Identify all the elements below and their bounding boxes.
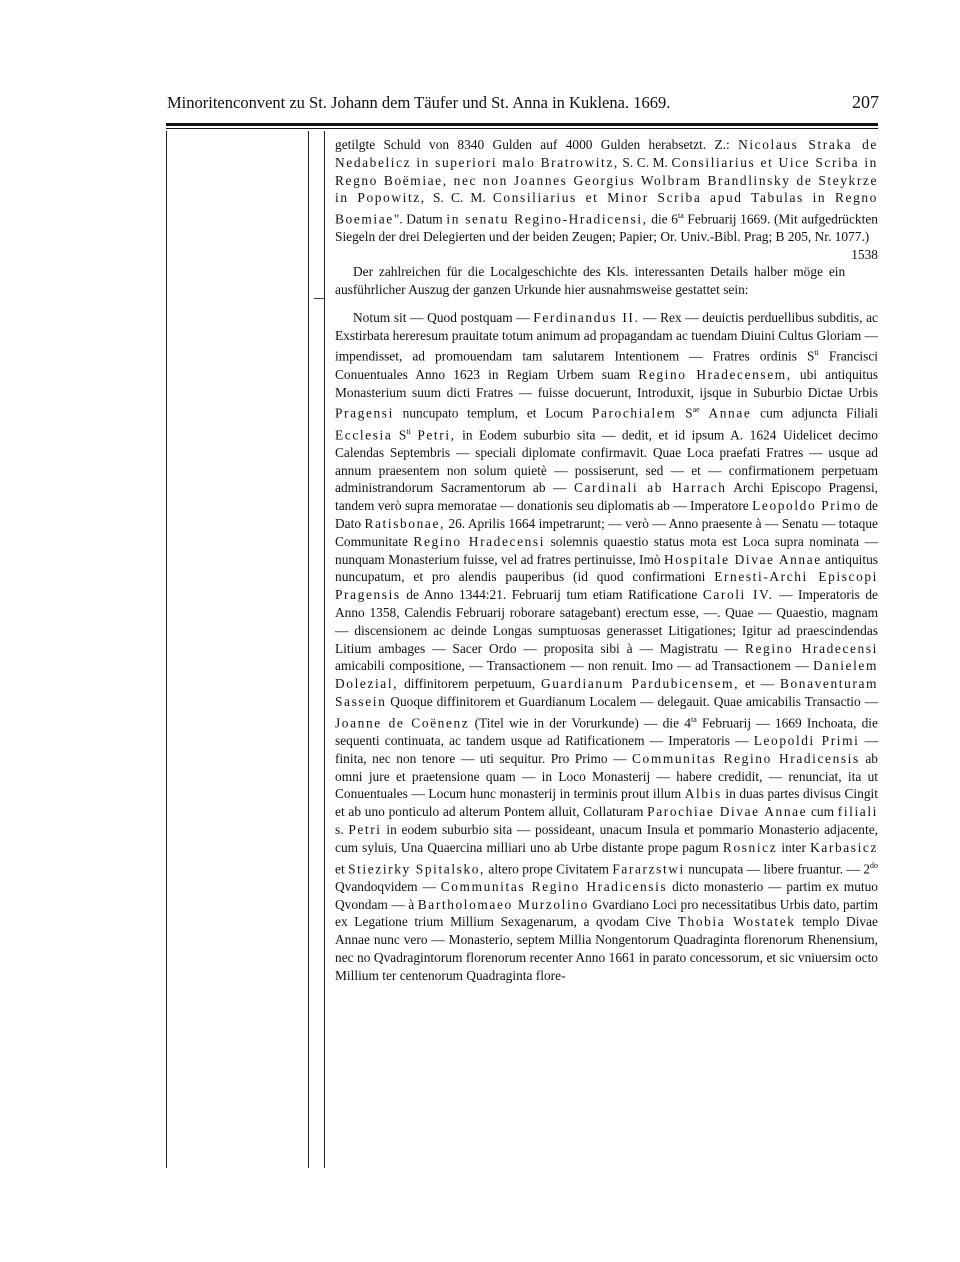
running-title: Minoritenconvent zu St. Johann dem Täufer und St. Anna in Kuklena. 1669. (167, 93, 671, 112)
column-rule-left (166, 131, 167, 1168)
intro-paragraph: Der zahlreichen für die Localgeschichte des Kls. interessanten Details halber möge ein ausführlicher Auszug der ganzen Urkunde hier ausnahmsweise gestattet sein: (335, 264, 846, 298)
header-rule-thick (166, 123, 878, 126)
main-text-column (335, 136, 878, 985)
entry-separator-tick (314, 298, 324, 299)
header-rule-thin (166, 128, 878, 129)
entry-paragraph: getilgte Schuld von 8340 Gulden auf 4000 Gulden herabsetzt. Z.: Nicolaus Straka de Nedabelicz in superiori malo Bratrowitz, S. C. M. Consiliarius et Uice Scriba in Regno Boëmiae, nec non Joannes Georgius Wolbram Brandlinsky de Steykrze in Popowitz, S. C. M. Consiliarius et Minor Scriba apud Tabulas in Regno Boemiae". Datum in senatu Regino-Hradicensi, die $6^{ta}$ Februarij 1669. (Mit aufgedrückten Siegeln der drei Delegierten und der beiden Zeugen; Papier; Or. Univ.-Bibl. Prag; B 205, Nr. 1077.) 1538 (335, 137, 878, 263)
document-excerpt: Notum sit — Quod postquam — Ferdinandus II. — Rex — deuictis perduellibus subditis, ac Exstirbata hereresum prauitate totum animum ad propagandam ac tuendam Diuini Cultus Gloriam — impendisset, ad promouendam tam salutarem Intentionem — Fratres ordinis $S^{ti}$ Francisci Conuentuales Anno 1623 in Regiam Urbem suam Regino Hradecensem, ubi antiquitus Monasterium suum dicti Fratres — fuisse docuerunt, Introduxit, ijsque in Suburbio Dictae Urbis Pragensi nuncupato templum, et Locum Parochialem $S^{ae}$ Annae cum adjuncta Filiali Ecclesia $S^{ti}$ Petri, in Eodem suburbio sita — dedit, et id ipsum A. 1624 Uidelicet decimo Calendas Septembris — speciali diplomate confirmavit. Quae Loca praefati Fratres — usque ad annum praesentem non solum quietè — possiserunt, sed — et — confirmationem perpetuam administrandorum Sacramentorum ab — Cardinali ab Harrach Archi Episcopo Pragensi, tandem verò supra memoratae — donationis seu diplomatis ab — Imperatore Leopoldo Primo de Dato Ratisbonae, 26. Aprilis 1664 impetrarunt; — verò — Anno praesente à — Senatu — totaque Communitate Regino Hradecensi solemnis quaestio status mota est Loca supra nominata — nunquam Monasterium fuisse, vel ad fratres pertinuisse, Imò Hospitale Divae Annae antiquitus nuncupatum, et pro alendis pauperibus (id quod confirmationi Ernesti-Archi Episcopi Pragensis de Anno 1344:21. Februarij tum etiam Ratificatione Caroli IV. — Imperatoris de Anno 1358, Calendis Februarij roborare satagebant) erectum esse, —. Quae — Quaestio, magnam — discensionem ac deinde Longas sumptuosas generasset Litigationes; Igitur ad praescindendas Litium ambages — Sacer Ordo — proposita sibi à — Magistratu — Regino Hradecensi amicabili compositione, — Transactionem — non renuit. Imo — ad Transactionem — Danielem Dolezial, diffinitorem perpetuum, Guardianum Pardubicensem, et — Bonaventuram Sassein Quoque diffinitorem et Guardianum Localem — delegauit. Quae amicabilis Transactio — Joanne de Coënenz (Titel wie in der Vorurkunde) — die $4^{ta}$ Februarij — 1669 Inchoata, die sequenti continuata, ac tandem usque ad Ratificationem — Imperatoris — Leopoldi Primi — finita, nec non tenore — uti sequitur. Pro Primo — Communitas Regino Hradicensis ab omni jure et praetensione quam — in Loco Monasterij — habere credidit, — renunciat, ita ut Conuentuales — Locum hunc monasterij in terminis prout illum Albis in duas partes divisus Cingit et ab uno ponticulo ad alterum Pontem alluit, Collaturam Parochiae Divae Annae cum filiali s. Petri in eodem suburbio sita — possideant, unacum Insula et pommario Monasterio adjacente, cum syluis, Una Quaercina milliari uno ab Urbe distante prope pagum Rosnicz inter Karbasicz et Stiezirky Spitalsko, altero prope Civitatem Fararzstwi nuncupata — libere fruantur. — $2^{do}$ Qvandoqvidem — Communitas Regino Hradicensis dicto monasterio — partim ex mutuo Qvondam — à Bartholomaeo Murzolino Gvardiano Loci pro necessitatibus Urbis dato, partim ex Legatione trium Millium Sexagenarum, a qvodam Cive Thobia Wostatek templo Divae Annae nunc vero — Monasterio, septem Millia Nongentorum Quadraginta florenorum Rhenensium, nec no Qvadragintorum florenorum recenter Anno 1661 in parato concessorum, et sic vniuersim octo Millium ter centenorum Quadraginta flore- (335, 309, 879, 983)
entry-number: 1538 (851, 247, 878, 263)
column-rule-right (324, 131, 325, 1168)
page-number: 207 (852, 92, 879, 112)
running-header (163, 93, 881, 119)
column-rule-middle (308, 131, 309, 1168)
